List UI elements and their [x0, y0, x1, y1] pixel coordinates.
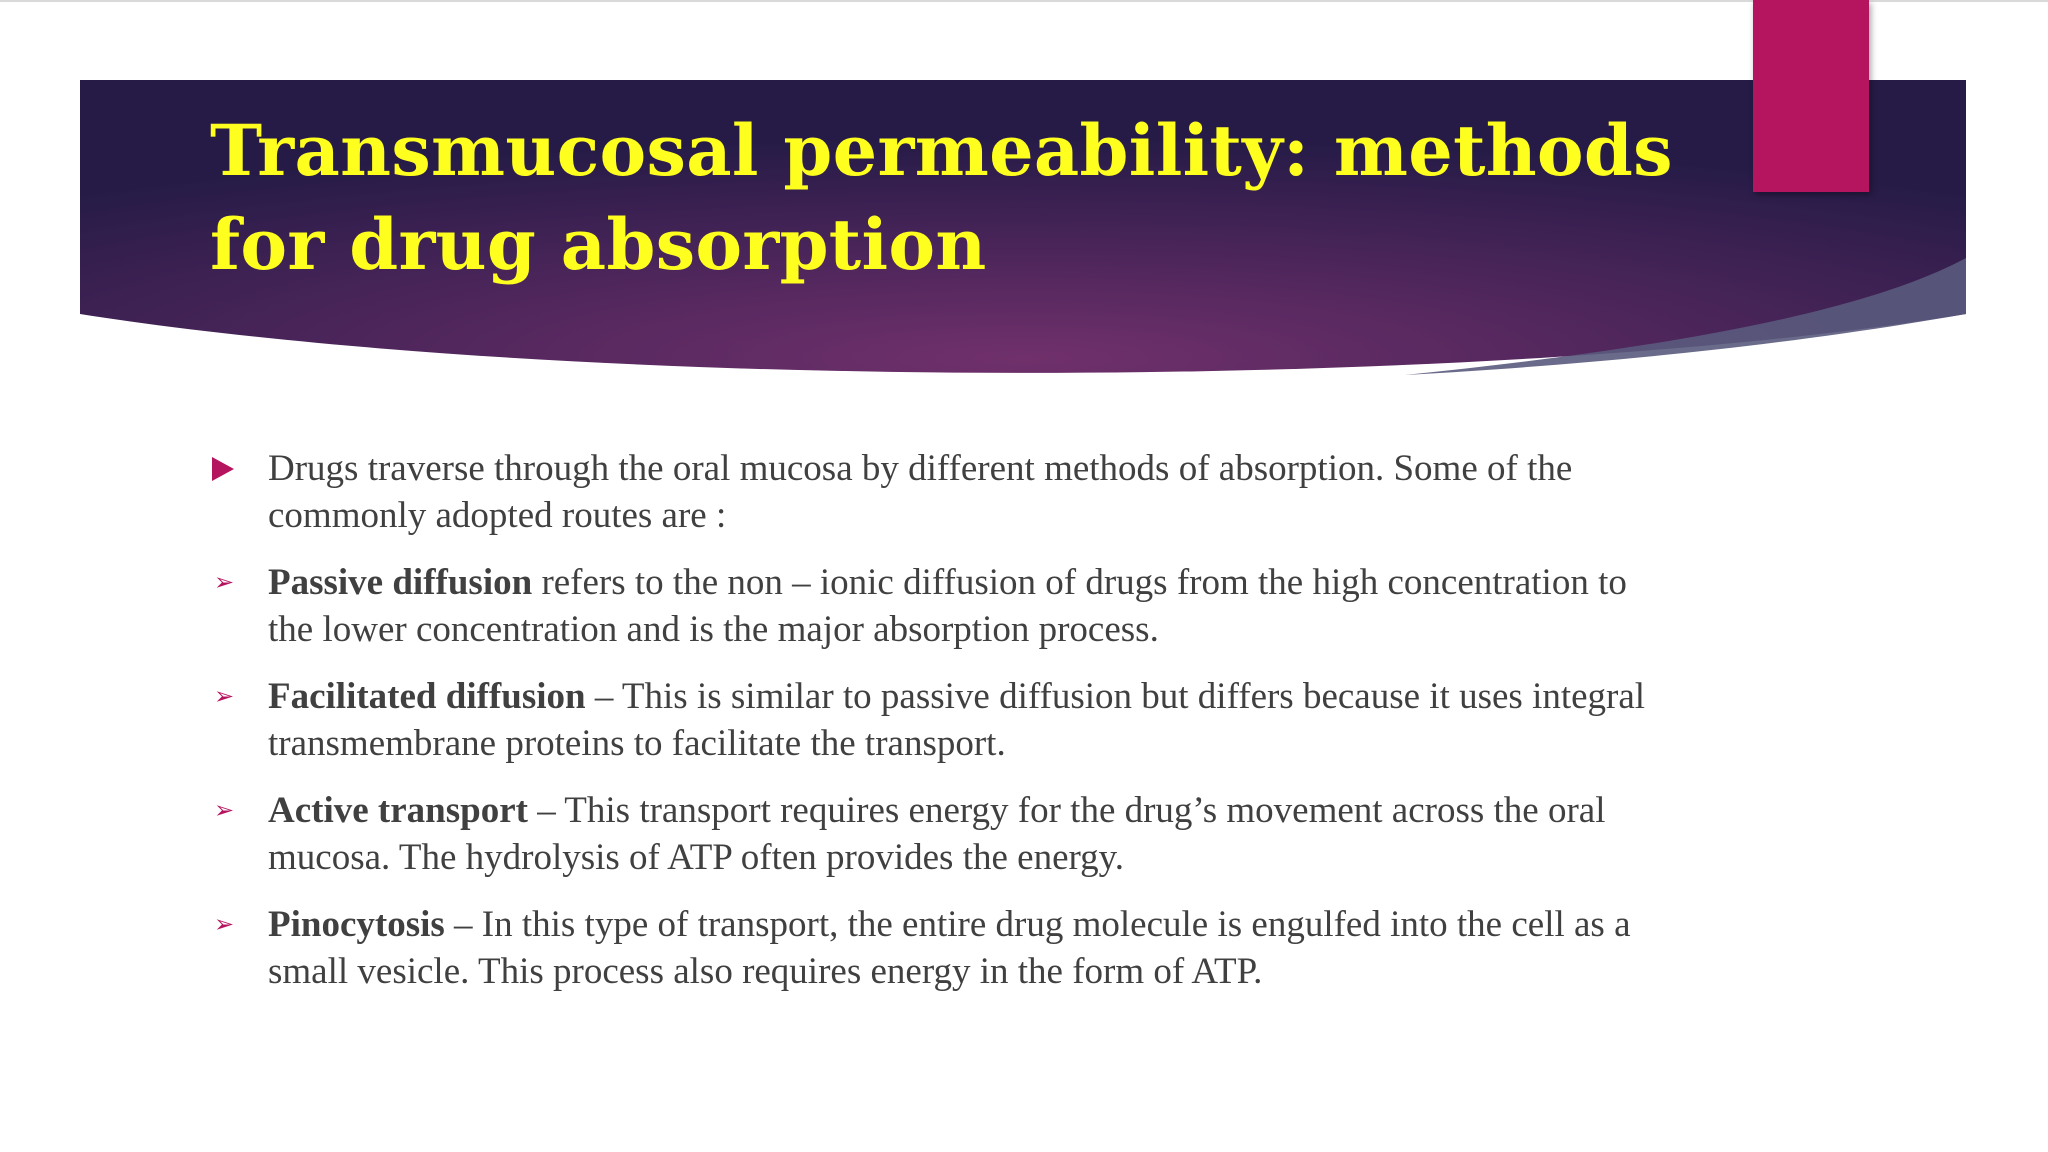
accent-tab: [1753, 0, 1869, 192]
slide-title: Transmucosal permeability: methods for drug absorption: [210, 109, 1673, 286]
term-passive-diffusion: Passive diffusion: [268, 562, 533, 603]
description-active-transport: – This transport requires energy for the drug’s movement across the oral mucosa. The hydrolysis of ATP often provides the energy.: [268, 790, 1606, 878]
description-facilitated-diffusion: – This is similar to passive diffusion but differs because it uses integral transmembrane proteins to facilitate the transport.: [268, 676, 1646, 764]
list-item-pinocytosis: [210, 901, 1670, 995]
term-facilitated-diffusion: Facilitated diffusion: [268, 676, 586, 717]
term-pinocytosis: Pinocytosis: [268, 904, 445, 945]
chevron-arrow-icon: ➢: [214, 568, 235, 596]
term-active-transport: Active transport: [268, 790, 528, 831]
bullet-list: [210, 445, 1670, 1015]
description-pinocytosis: – In this type of transport, the entire drug molecule is engulfed into the cell as a small vesicle. This process also requires energy in the form of ATP.: [268, 904, 1631, 992]
chevron-arrow-icon: ➢: [214, 682, 235, 710]
list-item-facilitated-diffusion: [210, 673, 1670, 767]
intro-text: Drugs traverse through the oral mucosa by different methods of absorption. Some of the commonly adopted routes are :: [268, 448, 1573, 536]
chevron-arrow-icon: ➢: [214, 796, 235, 824]
list-item-passive-diffusion: [210, 559, 1670, 653]
description-passive-diffusion: refers to the non – ionic diffusion of drugs from the high concentration to the lower concentration and is the major absorption process.: [268, 562, 1627, 650]
list-item-active-transport: [210, 787, 1670, 881]
chevron-arrow-icon: ➢: [214, 910, 235, 938]
play-triangle-icon: [210, 445, 240, 492]
intro-item: [210, 445, 1670, 539]
